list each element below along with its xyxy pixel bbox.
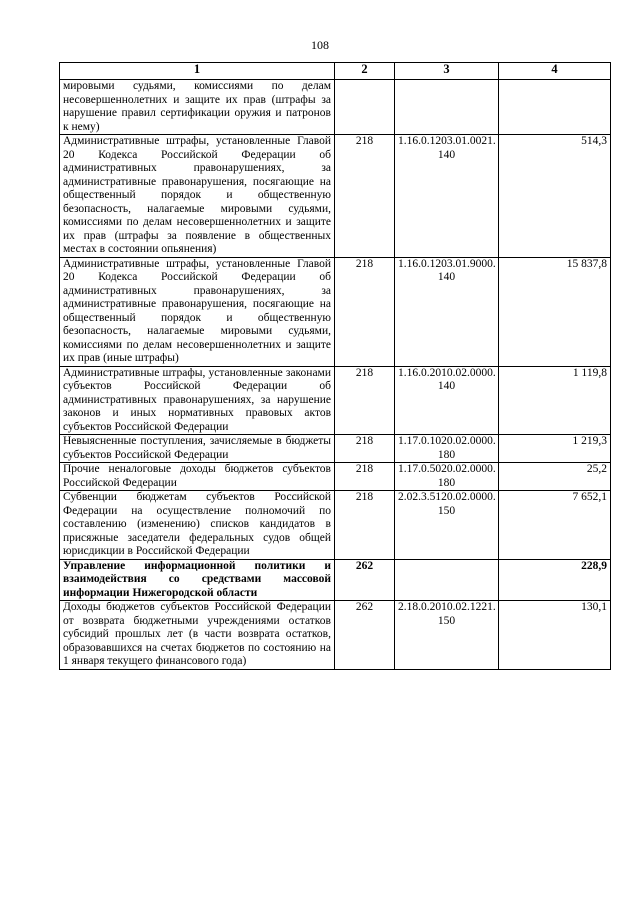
amount-cell: 25,2 bbox=[499, 463, 611, 491]
amount-cell: 228,9 bbox=[499, 559, 611, 601]
amount-cell: 7 652,1 bbox=[499, 491, 611, 560]
amount-cell: 1 219,3 bbox=[499, 435, 611, 463]
budget-code-cell: 2.02.3.5120.02.0000. 150 bbox=[395, 491, 499, 560]
table-body bbox=[60, 80, 611, 670]
admin-code-cell: 218 bbox=[335, 435, 395, 463]
description-cell: Прочие неналоговые доходы бюджетов субъектов Российской Федерации bbox=[60, 463, 335, 491]
table-row bbox=[60, 463, 611, 491]
description-cell: Административные штрафы, установленные законами субъектов Российской Федерации об административных правонарушениях, за нарушение законов и иных нормативных правовых актов субъектов Российской Федерации bbox=[60, 366, 335, 435]
table-row bbox=[60, 435, 611, 463]
table-row bbox=[60, 257, 611, 366]
admin-code-cell: 218 bbox=[335, 491, 395, 560]
table-row bbox=[60, 601, 611, 670]
description-cell: Невыясненные поступления, зачисляемые в бюджеты субъектов Российской Федерации bbox=[60, 435, 335, 463]
table-row bbox=[60, 491, 611, 560]
column-header-4: 4 bbox=[499, 63, 611, 80]
admin-code-cell: 218 bbox=[335, 366, 395, 435]
admin-code-cell: 218 bbox=[335, 135, 395, 258]
description-cell: мировыми судьями, комиссиями по делам несовершеннолетних и защите их прав (штрафы за нарушение правил сертификации оружия и патронов к нему) bbox=[60, 80, 335, 135]
description-cell: Управление информационной политики и взаимодействия со средствами массовой информации Нижегородской области bbox=[60, 559, 335, 601]
column-header-2: 2 bbox=[335, 63, 395, 80]
table-row bbox=[60, 80, 611, 135]
admin-code-cell: 218 bbox=[335, 463, 395, 491]
description-cell: Доходы бюджетов субъектов Российской Федерации от возврата бюджетными учреждениями остатков субсидий прошлых лет (в части возврата остатков, образовавшихся на счетах бюджетов по состоянию на 1 января текущего финансового года) bbox=[60, 601, 335, 670]
budget-code-cell: 1.17.0.5020.02.0000. 180 bbox=[395, 463, 499, 491]
amount-cell: 514,3 bbox=[499, 135, 611, 258]
table-row bbox=[60, 135, 611, 258]
amount-cell: 15 837,8 bbox=[499, 257, 611, 366]
budget-code-cell: 1.16.0.1203.01.0021. 140 bbox=[395, 135, 499, 258]
admin-code-cell: 218 bbox=[335, 257, 395, 366]
table-header-row bbox=[60, 63, 611, 80]
budget-code-cell: 2.18.0.2010.02.1221. 150 bbox=[395, 601, 499, 670]
revenue-table bbox=[59, 62, 611, 670]
page-number: 108 bbox=[311, 38, 329, 52]
description-cell: Субвенции бюджетам субъектов Российской Федерации на осуществление полномочий по составлению (изменению) списков кандидатов в присяжные заседатели федеральных судов общей юрисдикции в Российской Федерации bbox=[60, 491, 335, 560]
amount-cell: 1 119,8 bbox=[499, 366, 611, 435]
budget-code-cell: 1.17.0.1020.02.0000. 180 bbox=[395, 435, 499, 463]
description-cell: Административные штрафы, установленные Главой 20 Кодекса Российской Федерации об административных правонарушениях, за административные правонарушения, посягающие на общественный порядок и общественную безопасность, налагаемые мировыми судьями, комиссиями по делам несовершеннолетних и защите их прав (иные штрафы) bbox=[60, 257, 335, 366]
admin-code-cell: 262 bbox=[335, 601, 395, 670]
amount-cell bbox=[499, 80, 611, 135]
table-row bbox=[60, 559, 611, 601]
admin-code-cell: 262 bbox=[335, 559, 395, 601]
admin-code-cell bbox=[335, 80, 395, 135]
column-header-3: 3 bbox=[395, 63, 499, 80]
table-row bbox=[60, 366, 611, 435]
budget-code-cell bbox=[395, 80, 499, 135]
budget-code-cell: 1.16.0.1203.01.9000. 140 bbox=[395, 257, 499, 366]
budget-code-cell bbox=[395, 559, 499, 601]
budget-code-cell: 1.16.0.2010.02.0000. 140 bbox=[395, 366, 499, 435]
description-cell: Административные штрафы, установленные Главой 20 Кодекса Российской Федерации об административных правонарушениях, за административные правонарушения, посягающие на общественный порядок и общественную безопасность, налагаемые мировыми судьями, комиссиями по делам несовершеннолетних и защите их прав (штрафы за появление в общественных местах в состоянии опьянения) bbox=[60, 135, 335, 258]
column-header-1: 1 bbox=[60, 63, 335, 80]
amount-cell: 130,1 bbox=[499, 601, 611, 670]
